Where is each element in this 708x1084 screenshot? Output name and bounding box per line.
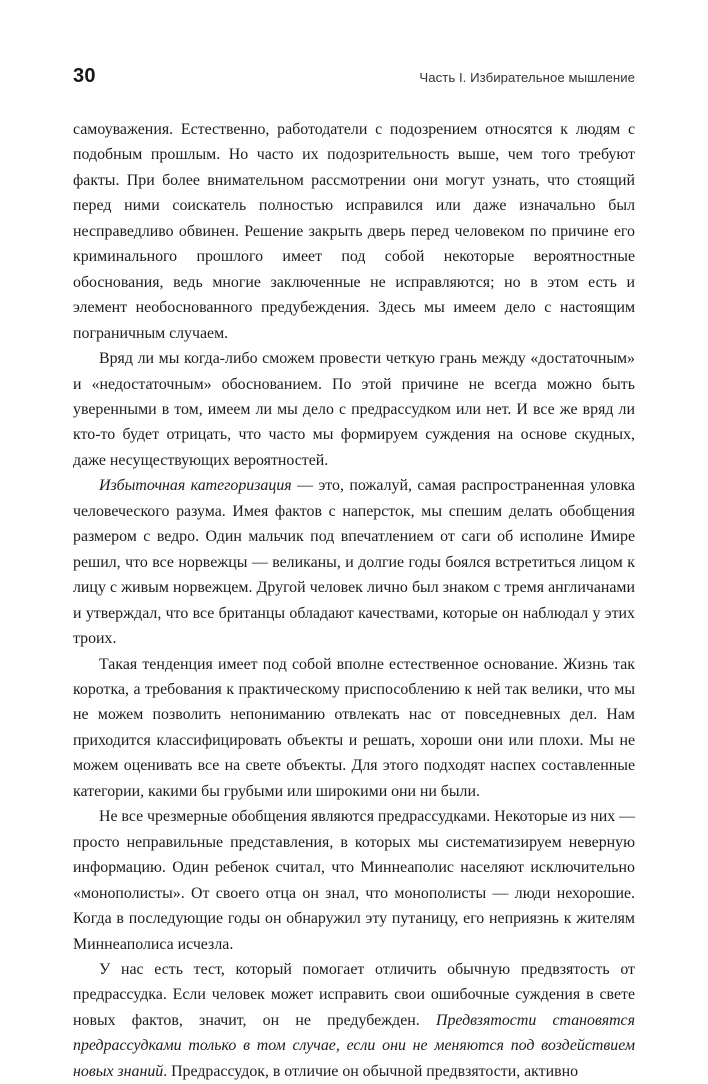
body-text: Не все чрезмерные обобщения являются предрассудками. Некоторые из них — просто неправильные представления, в которых мы систематизируем неверную информацию. Один ребенок считал, что Миннеаполис населяют исключительно «монополисты». От своего отца он знал, что монополисты — люди нехорошие. Когда в последующие годы он обнаружил эту путаницу, его неприязнь к жителям Миннеаполиса исчезла. <box>73 808 635 953</box>
body-text: . Предрассудок, в отличие он обычной предвзятости, активно <box>163 1062 579 1080</box>
paragraph <box>73 804 635 957</box>
paragraph <box>73 117 635 346</box>
page-number: 30 <box>73 65 96 87</box>
emphasis-text: Предвзятости становятся предрассудками только в том случае, если они не меняются под воздействием новых знаний <box>73 1011 635 1080</box>
body-text: Вряд ли мы когда-либо сможем провести четкую грань между «достаточным» и «недостаточным» обоснованием. По этой причине не всегда можно быть уверенными в том, имеем ли мы дело с предрассудком или нет. И все же вряд ли кто-то будет отрицать, что часто мы формируем суждения на основе скудных, даже несуществующих вероятностей. <box>73 350 635 469</box>
paragraph <box>73 473 635 651</box>
body-text: — это, пожалуй, самая распространенная уловка человеческого разума. Имея фактов с наперсток, мы спешим делать обобщения размером с ведро. Один мальчик под впечатлением от саги об исполине Имире решил, что все норвежцы — великаны, и долгие годы боялся встретиться лицом к лицу с живым норвежцем. Другой человек лично был знаком с тремя англичанами и утверждал, что все британцы обладают качествами, которые он наблюдал у этих троих. <box>73 477 636 648</box>
body-text: самоуважения. Естественно, работодатели с подозрением относятся к людям с подобным прошлым. Но часто их подозрительность выше, чем того требуют факты. При более внимательном рассмотрении они могут узнать, что стоящий перед ними соискатель полностью исправился или даже изначально был несправедливо обвинен. Решение закрыть дверь перед человеком по причине его криминального прошлого имеет под собой некоторые вероятностные обоснования, ведь многие заключенные не исправляются; но в этом есть и элемент необоснованного предубеждения. Здесь мы имеем дело с настоящим пограничным случаем. <box>73 121 635 342</box>
running-header <box>73 66 635 92</box>
emphasis-text: Избыточная категоризация <box>99 477 292 495</box>
paragraph <box>73 652 635 805</box>
body-text: Такая тенденция имеет под собой вполне естественное основание. Жизнь так коротка, а требования к практическому приспособлению к ней так велики, что мы не можем позволить непониманию отвлекать нас от повседневных дел. Нам приходится классифицировать объекты и решать, хороши они или плохи. Мы не можем оценивать все на свете объекты. Для этого подходят наспех составленные категории, какими бы грубыми или широкими они ни были. <box>73 655 635 800</box>
body-text-block <box>73 117 635 1084</box>
paragraph <box>73 957 635 1084</box>
body-text: У нас есть тест, который помогает отличить обычную предвзятость от предрассудка. Если человек может исправить свои ошибочные суждения в свете новых фактов, значит, он не предубежден. <box>73 960 635 1029</box>
paragraph <box>73 346 635 473</box>
running-head-title: Часть I. Избирательное мышление <box>419 70 635 85</box>
